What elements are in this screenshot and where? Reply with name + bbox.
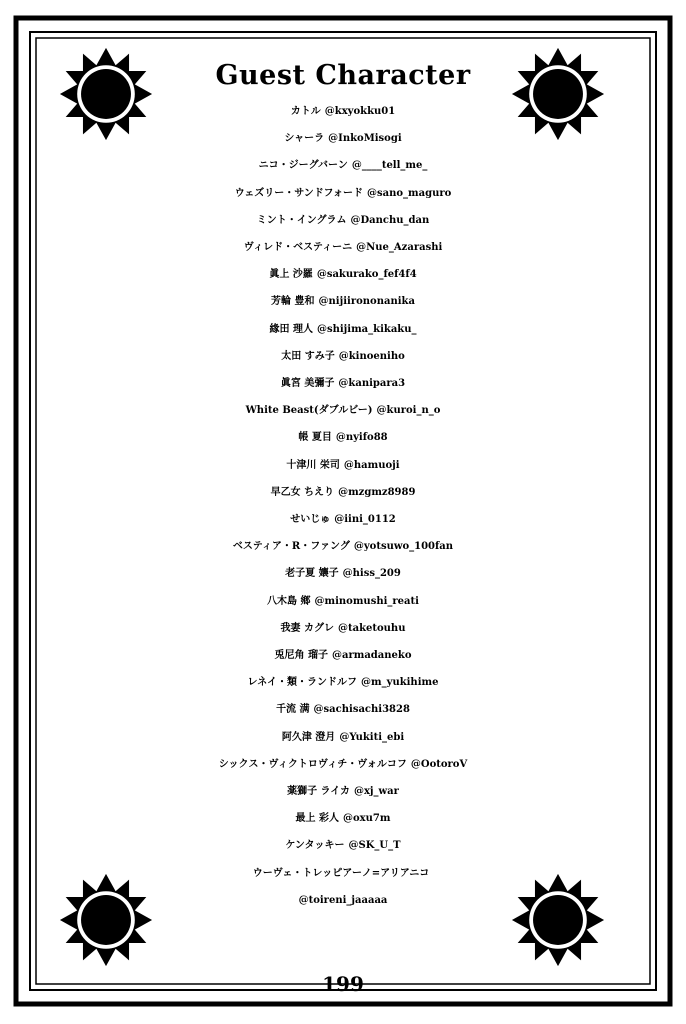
page-number: 199 xyxy=(322,972,364,996)
guest-handle: @kxyokku01 xyxy=(324,106,396,117)
guest-entry xyxy=(40,778,646,805)
guest-handle: @Nue_Azarashi xyxy=(356,242,443,254)
guest-name: 兎尼角 瑠子 xyxy=(274,650,328,662)
guest-name: ミント・イングラム xyxy=(256,214,347,226)
guest-handle: @hiss_209 xyxy=(342,568,401,580)
guest-entry xyxy=(40,533,646,560)
guest-entry xyxy=(40,642,646,669)
guest-name: ニコ・ジーグバーン xyxy=(258,160,348,172)
guest-name: 阿久津 澄月 xyxy=(281,731,336,743)
guest-entry xyxy=(40,316,646,343)
guest-handle: @OotoroV xyxy=(410,758,468,770)
guest-entry xyxy=(40,125,646,152)
guest-handle: @SK_U_T xyxy=(348,840,401,852)
guest-handle: @m_yukihime xyxy=(361,677,439,689)
guest-name: 十津川 栄司 xyxy=(286,459,340,471)
guest-handle: @yotsuwo_100fan xyxy=(353,541,454,553)
guest-name: 我妻 カグレ xyxy=(280,622,334,634)
guest-entry xyxy=(40,615,646,642)
guest-entry xyxy=(40,588,646,615)
guest-entry xyxy=(40,261,646,288)
guest-handle: @iini_0112 xyxy=(334,514,396,526)
guest-handle: @minomushi_reati xyxy=(314,595,419,607)
guest-entry xyxy=(40,669,646,696)
guest-name: 芳輪 豊和 xyxy=(271,296,315,308)
guest-handle: @hamuoji xyxy=(343,459,400,471)
guest-entry xyxy=(40,207,646,234)
guest-name: ウェズリー・サンドフォード xyxy=(234,187,363,199)
guest-entry xyxy=(40,370,646,397)
guest-entry xyxy=(40,560,646,587)
guest-entry xyxy=(40,860,646,887)
guest-handle: @sakurako_fef4f4 xyxy=(316,269,417,281)
guest-name: レネイ・類・ランドルフ xyxy=(247,677,358,689)
guest-handle: @Yukiti_ebi xyxy=(339,731,405,743)
guest-entry xyxy=(40,452,646,479)
guest-entry xyxy=(40,343,646,370)
guest-handle: @armadaneko xyxy=(331,650,412,662)
guest-name: 帳 夏目 xyxy=(298,432,332,444)
guest-handle: @nijiirononanika xyxy=(318,296,415,308)
guest-name: White Beast(ダブルビー) xyxy=(245,405,373,417)
guest-entry xyxy=(40,234,646,261)
guest-name: シャーラ xyxy=(284,133,325,145)
guest-handle: @xj_war xyxy=(353,786,399,798)
guest-entry xyxy=(40,180,646,207)
guest-name: 眞上 沙羅 xyxy=(269,269,313,281)
guest-name: 緣田 理人 xyxy=(269,323,313,335)
guest-handle: @sachisachi3828 xyxy=(313,704,410,716)
guest-entry xyxy=(40,288,646,315)
guest-handle: @kanipara3 xyxy=(338,378,406,390)
guest-handle: @Danchu_dan xyxy=(350,214,430,226)
guest-entry xyxy=(40,506,646,533)
guest-handle: @kinoeniho xyxy=(338,350,405,362)
guest-entry xyxy=(40,424,646,451)
guest-name: 薬獅子 ライカ xyxy=(287,786,350,798)
guest-name: シックス・ヴィクトロヴィチ・ヴォルコフ xyxy=(218,758,407,770)
credits-content xyxy=(40,56,646,914)
guest-handle: @____tell_me_ xyxy=(351,160,428,172)
guest-name: 千流 满 xyxy=(276,704,310,716)
guest-entry xyxy=(40,397,646,424)
guest-handle: @shijima_kikaku_ xyxy=(316,323,417,335)
guest-entry xyxy=(40,887,646,914)
guest-handle: @InkoMisogi xyxy=(328,133,402,145)
guest-name: 早乙女 ちえり xyxy=(270,486,335,498)
guest-name: ヴィレド・ベスティーニ xyxy=(243,242,353,254)
guest-name: ベスティア・R・ファング xyxy=(232,541,350,553)
guest-entry xyxy=(40,751,646,778)
page-title: Guest Character xyxy=(215,60,471,91)
guest-name: ケンタッキー xyxy=(285,840,345,852)
guest-name: 眞宮 美彌子 xyxy=(280,378,335,390)
guest-entry xyxy=(40,98,646,125)
guest-entry xyxy=(40,805,646,832)
guest-entry xyxy=(40,152,646,179)
guest-name: ウーヴェ・トレッピアーノ=アリアニコ xyxy=(252,867,430,879)
guest-entry xyxy=(40,479,646,506)
guest-handle: @sano_maguro xyxy=(367,187,452,199)
guest-name: 最上 彩人 xyxy=(295,813,340,825)
guest-list xyxy=(40,98,646,914)
guest-handle: @mzgmz8989 xyxy=(338,486,416,498)
guest-name: 八木島 鄉 xyxy=(267,595,311,607)
guest-entry xyxy=(40,696,646,723)
guest-handle: @oxu7m xyxy=(343,813,391,825)
guest-name: せいじゅ xyxy=(290,514,331,526)
guest-handle: @nyifo88 xyxy=(335,432,388,444)
guest-handle: @toireni_jaaaaa xyxy=(298,894,388,906)
guest-entry xyxy=(40,724,646,751)
guest-name: 老子夏 孃子 xyxy=(285,568,339,580)
guest-name: 太田 すみ子 xyxy=(281,350,335,362)
guest-handle: @kuroi_n_o xyxy=(376,405,441,417)
guest-handle: @taketouhu xyxy=(337,622,406,634)
guest-entry xyxy=(40,832,646,859)
guest-name: カトル xyxy=(290,106,321,117)
